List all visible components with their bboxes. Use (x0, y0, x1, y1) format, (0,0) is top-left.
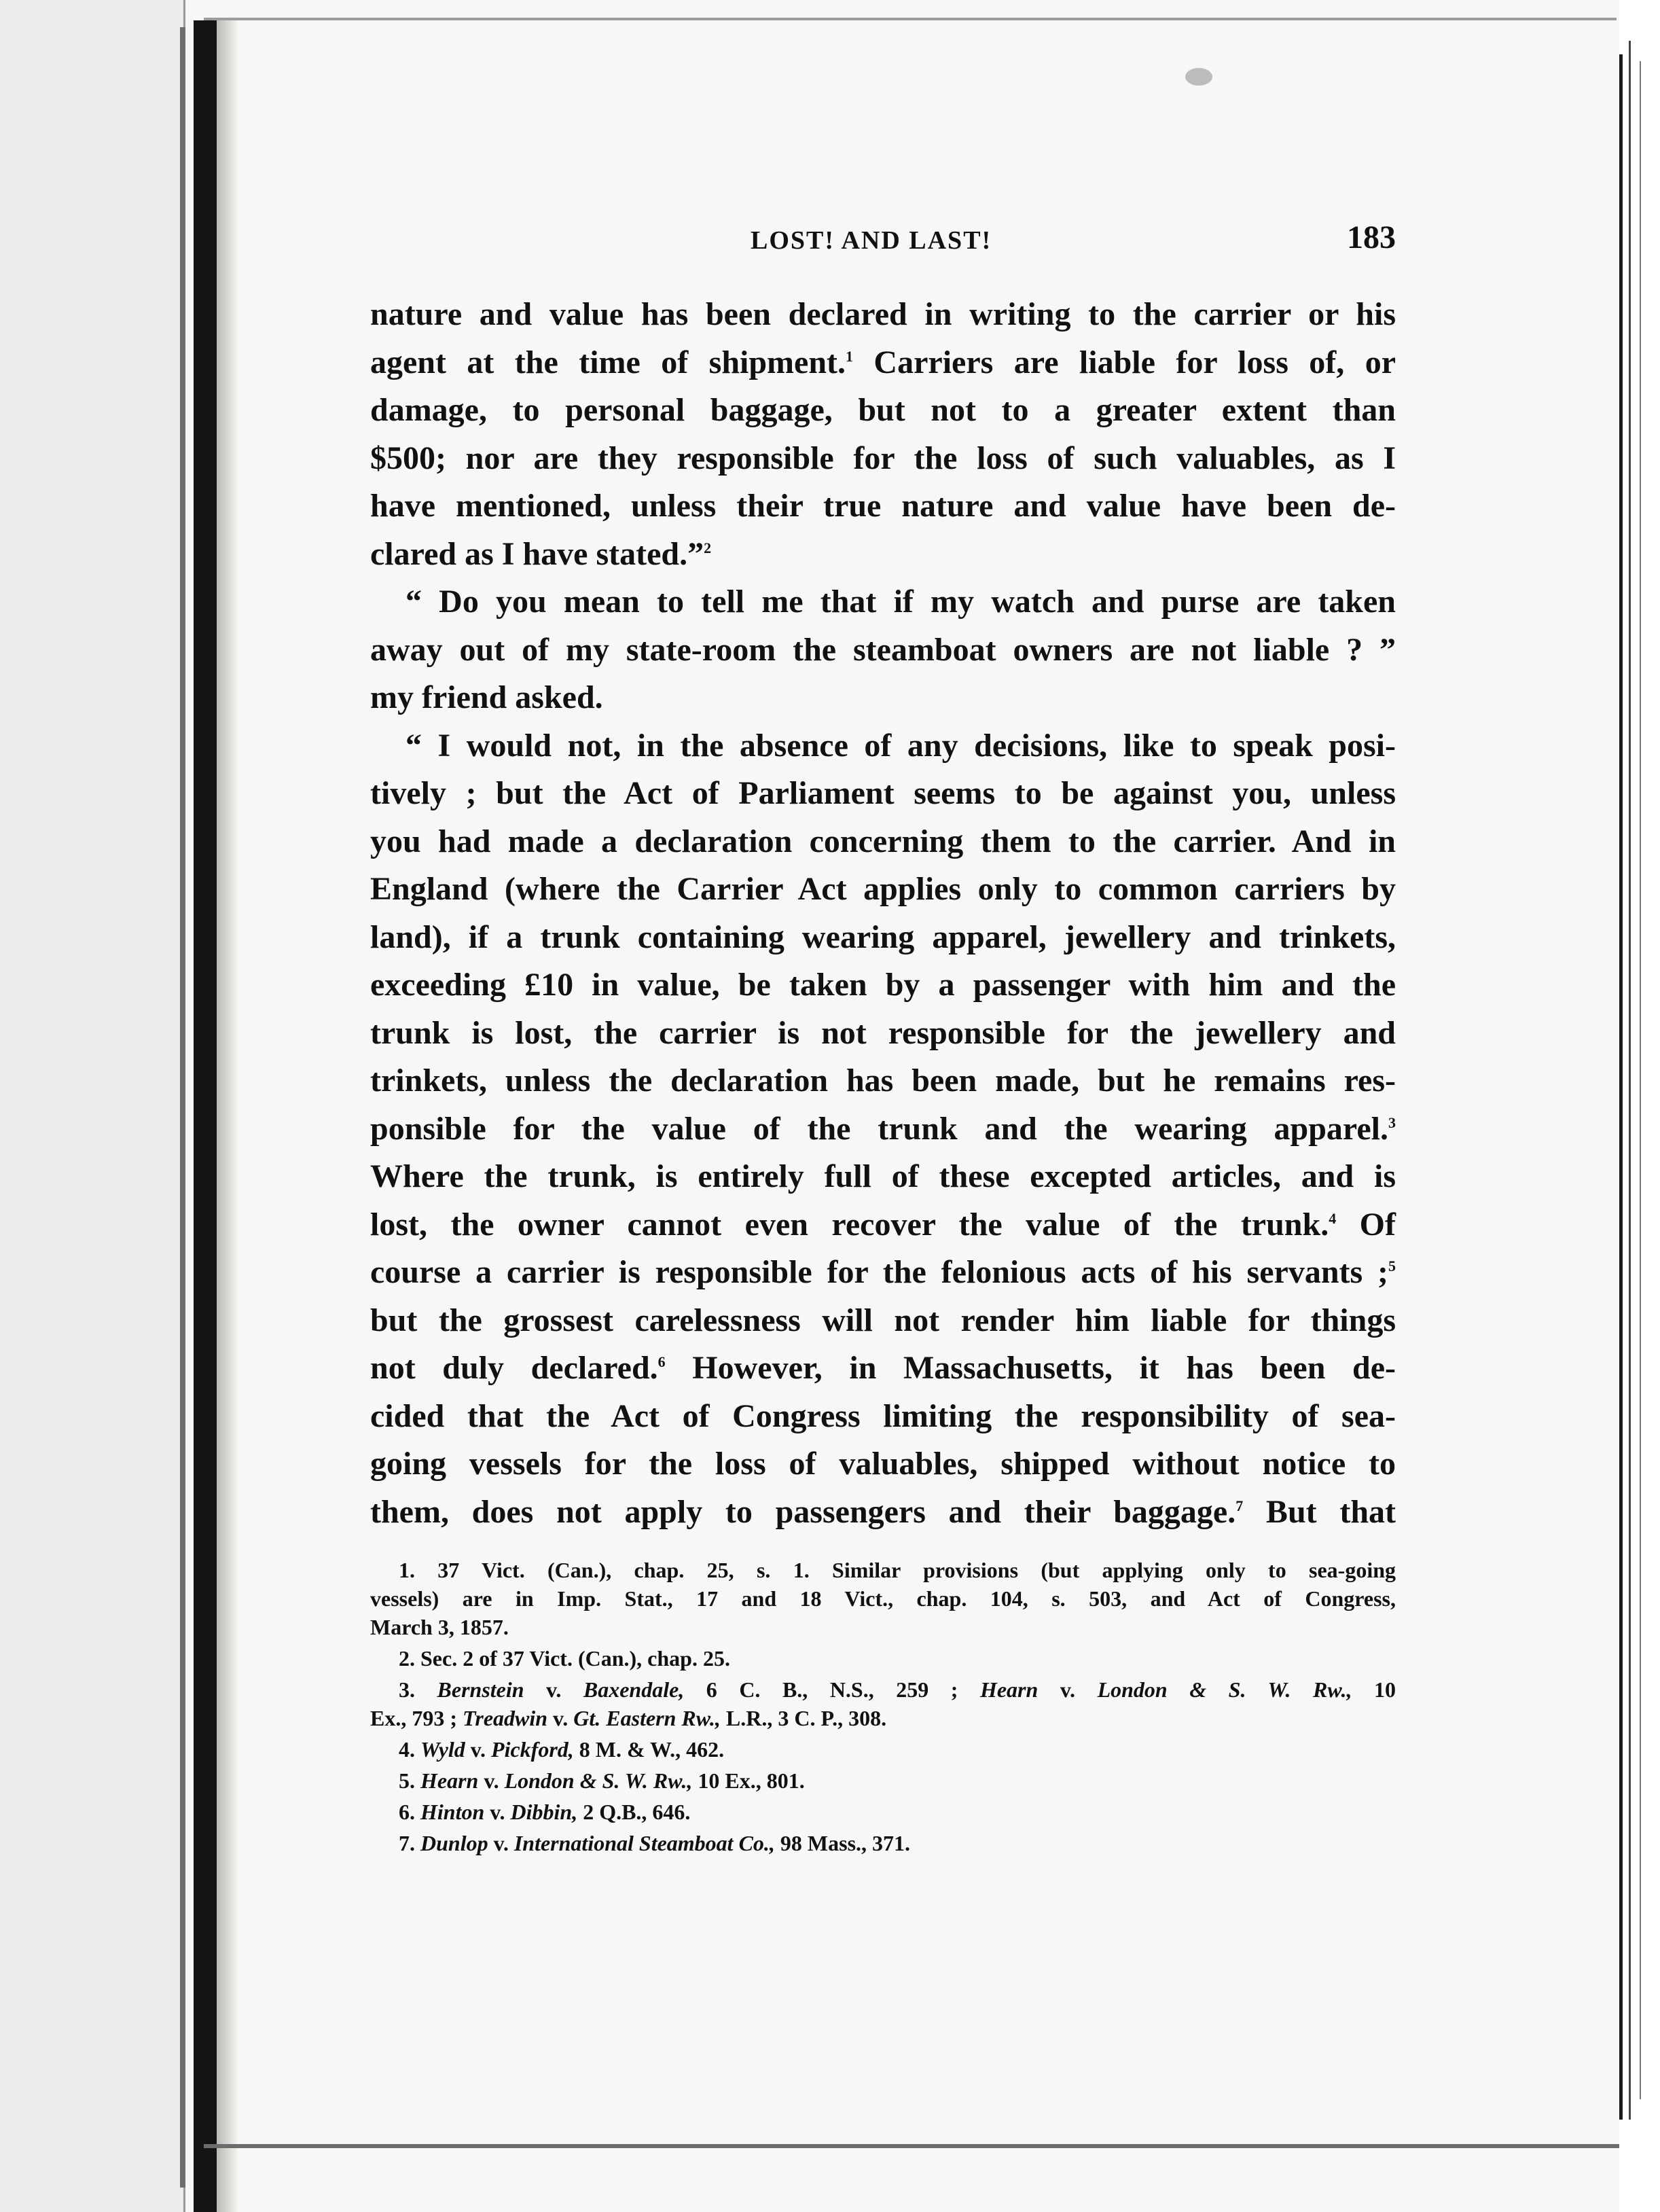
page-bottom-edge (204, 2144, 1623, 2148)
footnote-4: 4. Wyld v. Pickford, 8 M. & W., 462. (399, 1737, 725, 1762)
text-line: “ I would not, in the absence of any decisions, like to speak posi- (405, 727, 1396, 764)
case-name: Wyld (420, 1737, 465, 1762)
facing-page-edge (0, 0, 185, 2212)
text-line: you had made a declaration concerning them to the carrier. And in (370, 823, 1396, 859)
text-line: “ Do you mean to tell me that if my watch and purse are taken (405, 584, 1396, 620)
page-top-edge (204, 18, 1617, 20)
text-line: lost, the owner cannot even recover the value of the trunk.$^4$ Of (370, 1206, 1396, 1243)
page-edge-line (1640, 61, 1641, 2099)
case-name: Pickford, (491, 1737, 574, 1762)
footnote-ref: 3 (1388, 1113, 1396, 1131)
text-line: agent at the time of shipment.$^1$ Carriers are liable for loss of, or (370, 344, 1396, 380)
page-right-edges (1619, 0, 1660, 2212)
running-head (370, 219, 1396, 260)
footnote-6: 6. Hinton v. Dibbin, 2 Q.B., 646. (399, 1800, 691, 1824)
text-line: my friend asked. (370, 679, 603, 715)
text-line: England (where the Carrier Act applies only to common carriers by (370, 871, 1396, 907)
footnote-ref: 6 (657, 1353, 666, 1370)
footnote-ref: 2 (704, 539, 712, 556)
ink-smudge (1185, 68, 1212, 86)
text-line: $500; nor are they responsible for the loss of such valuables, as I (370, 440, 1396, 476)
case-name: Baxendale, (583, 1677, 685, 1702)
case-name: Treadwin (463, 1706, 548, 1730)
footnote-ref: 1 (846, 347, 854, 365)
text-line: Where the trunk, is entirely full of these excepted articles, and is (370, 1158, 1396, 1194)
case-name: Dunlop (420, 1831, 488, 1855)
case-name: Hearn (420, 1768, 479, 1793)
footnote-1-continued: March 3, 1857. (370, 1615, 509, 1639)
text-line: going vessels for the loss of valuables, shipped without notice to (370, 1446, 1396, 1482)
text-line: them, does not apply to passengers and their baggage.$^7$ But that (370, 1493, 1396, 1530)
footnote-3-continued: Ex., 793 ; Treadwin v. Gt. Eastern Rw., L.R., 3 C. P., 308. (370, 1706, 887, 1730)
footnote-2: 2. Sec. 2 of 37 Vict. (Can.), chap. 25. (399, 1646, 730, 1671)
page-number: 183 (1347, 219, 1396, 255)
gutter-shadow (217, 20, 237, 2212)
text-line: cided that the Act of Congress limiting the responsibility of sea- (370, 1397, 1396, 1434)
footnote-ref: 4 (1329, 1209, 1337, 1227)
case-name: London & S. W. Rw., (504, 1768, 693, 1793)
case-name: London & S. W. Rw., (1097, 1677, 1352, 1702)
footnote-1: 1. 37 Vict. (Can.), chap. 25, s. 1. Similar provisions (but applying only to sea-going (399, 1558, 1396, 1582)
text-line: tively ; but the Act of Parliament seems to be against you, unless (370, 775, 1396, 811)
text-line: course a carrier is responsible for the felonious acts of his servants ;$^5$ (370, 1254, 1396, 1290)
text-line: ponsible for the value of the trunk and the wearing apparel.$^3$ (370, 1110, 1396, 1147)
book-gutter (194, 20, 217, 2212)
page-edge-line (1619, 54, 1623, 2120)
case-name: Hinton (420, 1800, 485, 1824)
footnote-3: 3. Bernstein v. Baxendale, 6 C. B., N.S., 259 ; Hearn v. London & S. W. Rw., 10 (399, 1677, 1396, 1702)
text-line: exceeding £10 in value, be taken by a passenger with him and the (370, 967, 1396, 1003)
text-line: land), if a trunk containing wearing apparel, jewellery and trinkets, (370, 918, 1396, 955)
text-line: trinkets, unless the declaration has been made, but he remains res- (370, 1063, 1396, 1099)
footnote-ref: 5 (1388, 1257, 1396, 1274)
facing-page-shadow (180, 27, 185, 2188)
footnote-1-continued: vessels) are in Imp. Stat., 17 and 18 Vict., chap. 104, s. 503, and Act of Congress, (370, 1586, 1396, 1611)
text-line: not duly declared.$^6$ However, in Massachusetts, it has been de- (370, 1350, 1396, 1386)
footnotes (370, 1556, 1396, 1857)
case-name: Dibbin, (510, 1800, 578, 1824)
text-line: but the grossest carelessness will not render him liable for things (370, 1302, 1396, 1338)
footnote-ref: 7 (1235, 1497, 1244, 1514)
text-line: have mentioned, unless their true nature and value have been de- (370, 488, 1396, 524)
running-title: LOST! AND LAST! (751, 226, 992, 255)
case-name: Gt. Eastern Rw., (573, 1706, 721, 1730)
text-line: nature and value has been declared in writing to the carrier or his (370, 296, 1396, 332)
text-line: away out of my state-room the steamboat owners are not liable ? ” (370, 631, 1396, 668)
footnote-7: 7. Dunlop v. International Steamboat Co., 98 Mass., 371. (399, 1831, 911, 1855)
footnote-5: 5. Hearn v. London & S. W. Rw., 10 Ex., 801. (399, 1768, 805, 1793)
text-line: clared as I have stated.”$^2$ (370, 535, 712, 572)
page-edge-line (1629, 41, 1631, 2120)
case-name: International Steamboat Co., (513, 1831, 775, 1855)
body-text (370, 291, 1396, 1536)
case-name: Bernstein (437, 1677, 524, 1702)
text-line: trunk is lost, the carrier is not responsible for the jewellery and (370, 1014, 1396, 1051)
text-line: damage, to personal baggage, but not to a greater extent than (370, 392, 1396, 428)
case-name: Hearn (979, 1677, 1039, 1702)
